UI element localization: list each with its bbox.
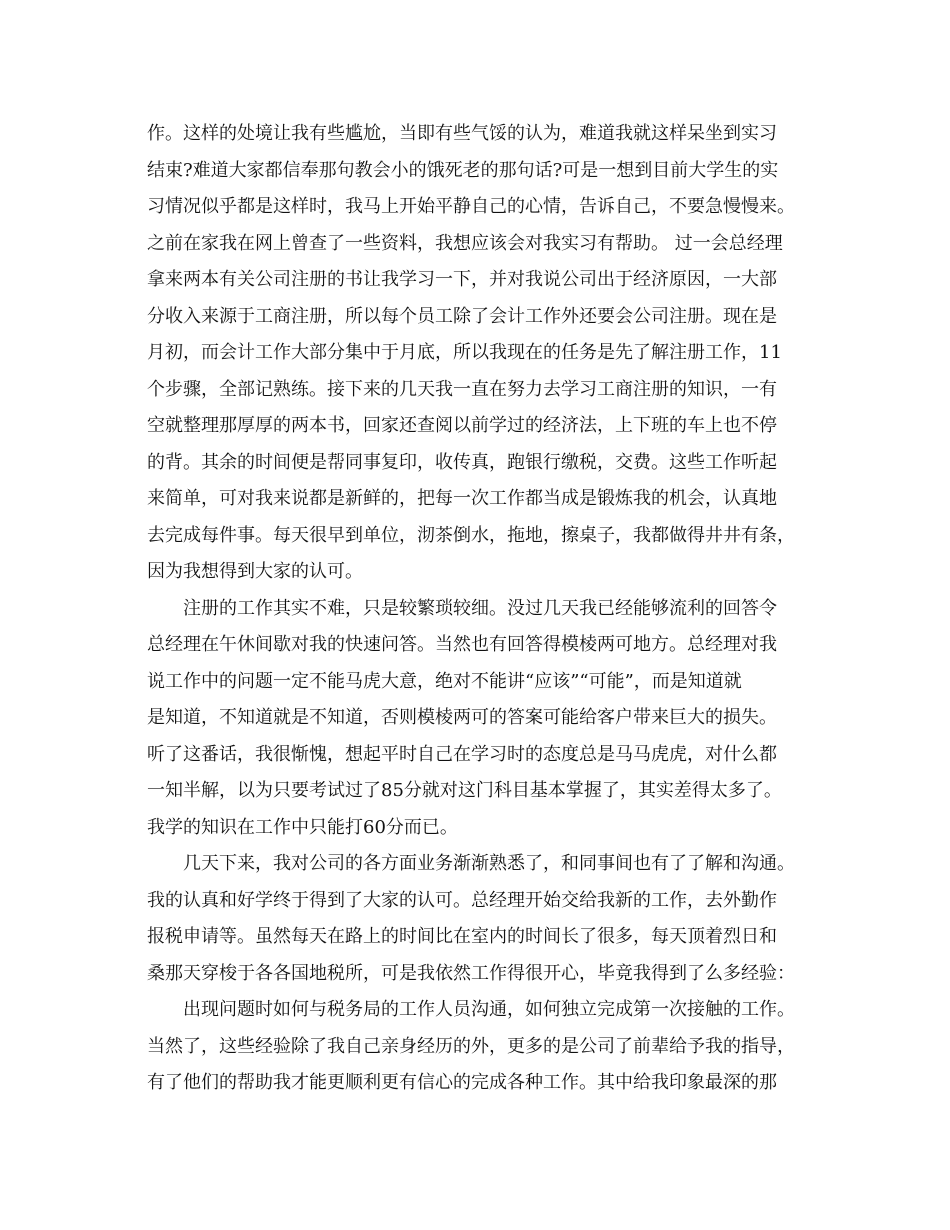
text-line: 之前在家我在网上曾查了一些资料，我想应该会对我实习有帮助。 过一会总经理 [147,232,783,254]
text-line: 有了他们的帮助我才能更顺利更有信心的完成各种工作。其中给我印象最深的那 [147,1072,777,1093]
text-line: 说工作中的问题一定不能马虎大意，绝对不能讲“应该”“可能”，而是知道就 [147,670,742,692]
text-line: 个步骤，全部记熟练。接下来的几天我一直在努力去学习工商注册的知识，一有 [147,378,777,400]
text-line: 出现问题时如何与税务局的工作人员沟通，如何独立完成第一次接触的工作。 [147,999,795,1020]
text-line: 拿来两本有关公司注册的书让我学习一下，并对我说公司出于经济原因，一大部 [147,269,777,290]
text-line: 我学的知识在工作中只能打60分而已。 [147,816,458,838]
text-line: 结束?难道大家都信奉那句教会小的饿死老的那句话?可是一想到目前大学生的实 [147,159,779,181]
text-line: 几天下来，我对公司的各方面业务渐渐熟悉了，和同事间也有了了解和沟通。 [147,853,795,874]
text-line: 当然了，这些经验除了我自己亲身经历的外，更多的是公司了前辈给予我的指导， [147,1035,795,1057]
text-line: 去完成每件事。每天很早到单位，沏茶倒水，拖地，擦桌子，我都做得井井有条， [147,524,795,546]
text-line: 因为我想得到大家的认可。 [147,561,363,582]
text-line: 报税申请等。虽然每天在路上的时间比在室内的时间长了很多，每天顶着烈日和 [147,926,777,947]
text-line: 分收入来源于工商注册，所以每个员工除了会计工作外还要会公司注册。现在是 [147,305,777,327]
text-line: 总经理在午休间歇对我的快速问答。当然也有回答得模棱两可地方。总经理对我 [147,634,777,655]
text-line: 我的认真和好学终于得到了大家的认可。总经理开始交给我新的工作，去外勤作 [147,889,777,911]
text-line: 一知半解，以为只要考试过了85分就对这门科目基本掌握了，其实差得太多了。 [147,780,782,801]
text-line: 来简单，可对我来说都是新鲜的，把每一次工作都当成是锻炼我的机会，认真地 [147,488,777,509]
text-line: 月初，而会计工作大部分集中于月底，所以我现在的任务是先了解注册工作，11 [147,342,782,363]
text-line: 作。这样的处境让我有些尴尬，当即有些气馁的认为，难道我就这样呆坐到实习 [147,123,777,144]
text-line: 空就整理那厚厚的两本书，回家还查阅以前学过的经济法，上下班的车上也不停 [147,415,777,436]
text-line: 习情况似乎都是这样时，我马上开始平静自己的心情，告诉自己，不要急慢慢来。 [147,196,795,217]
text-line: 注册的工作其实不难，只是较繁琐较细。没过几天我已经能够流利的回答令 [147,597,777,619]
text-line: 桑那天穿梭于各各国地税所，可是我依然工作得很开心，毕竟我得到了么多经验： [147,962,795,984]
text-line: 是知道，不知道就是不知道，否则模棱两可的答案可能给客户带来巨大的损失。 [147,707,777,728]
text-line: 的背。其余的时间便是帮同事复印，收传真，跑银行缴税，交费。这些工作听起 [147,451,777,473]
body-text [147,116,812,1102]
text-line: 听了这番话，我很惭愧，想起平时自己在学习时的态度总是马马虎虎，对什么都 [147,743,777,765]
